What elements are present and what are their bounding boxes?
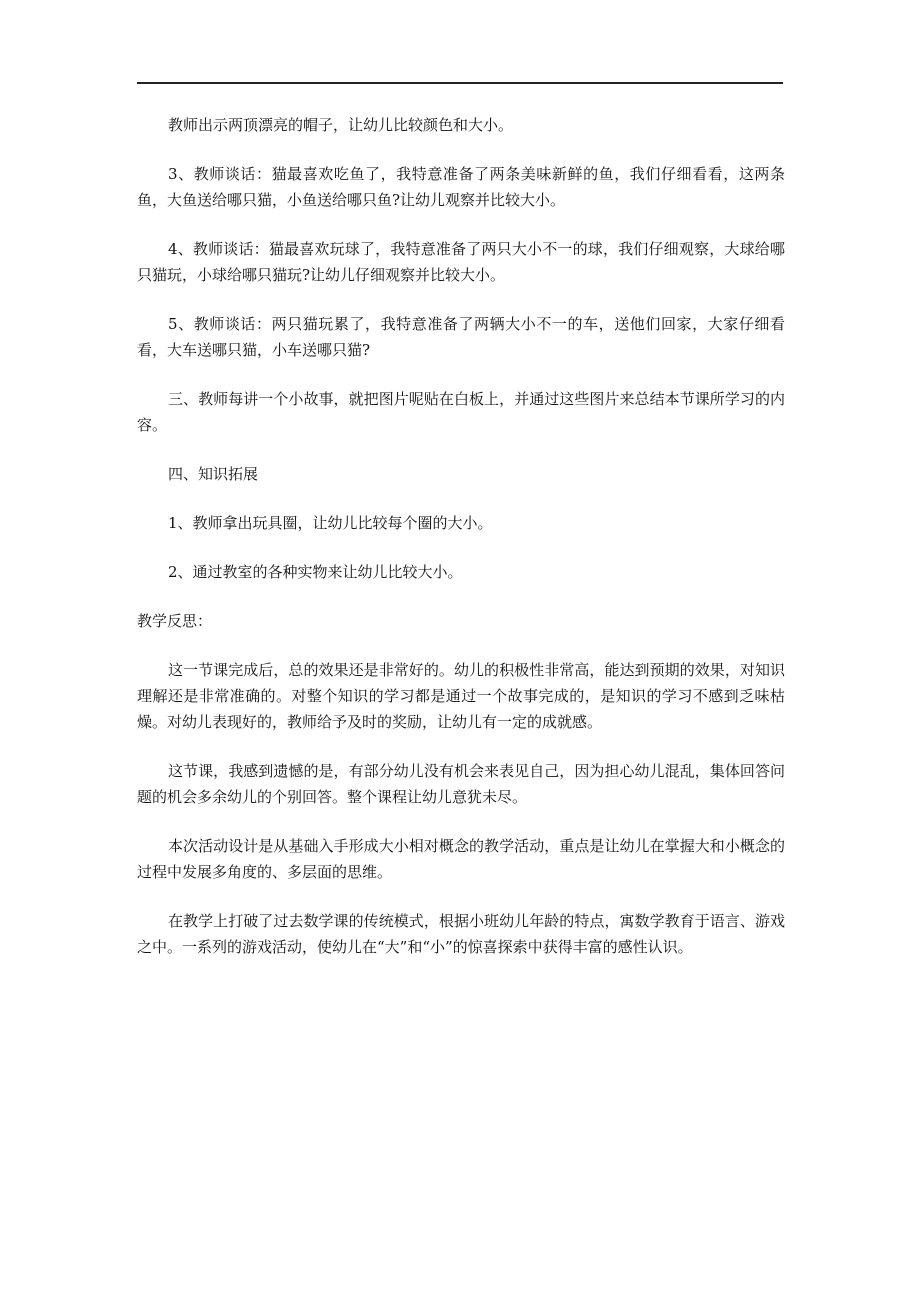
paragraph-reflection-4: 在教学上打破了过去数学课的传统模式，根据小班幼儿年龄的特点，寓数学教育于语言、游戏之中。一系列的游戏活动，使幼儿在“大”和“小”的惊喜探索中获得丰富的感性认识。 bbox=[137, 912, 785, 956]
paragraph-section-3-summary: 三、教师每讲一个小故事，就把图片呢贴在白板上，并通过这些图片来总结本节课所学习的内容。 bbox=[137, 390, 785, 434]
paragraph-step-3-fish: 3、教师谈话：猫最喜欢吃鱼了，我特意准备了两条美味新鲜的鱼，我们仔细看看，这两条鱼，大鱼送给哪只猫，小鱼送给哪只鱼?让幼儿观察并比较大小。 bbox=[137, 165, 785, 209]
heading-section-4: 四、知识拓展 bbox=[168, 465, 259, 483]
paragraph-step-5-car: 5、教师谈话：两只猫玩累了，我特意准备了两辆大小不一的车，送他们回家，大家仔细看看，大车送哪只猫，小车送哪只猫? bbox=[137, 315, 785, 359]
document-body bbox=[137, 112, 785, 960]
paragraph-reflection-1: 这一节课完成后，总的效果还是非常好的。幼儿的积极性非常高，能达到预期的效果，对知识理解还是非常准确的。对整个知识的学习都是通过一个故事完成的，是知识的学习不感到乏味枯燥。对幼儿表现好的，教师给予及时的奖励，让幼儿有一定的成就感。 bbox=[137, 661, 785, 731]
paragraph-extension-1: 1、教师拿出玩具圈，让幼儿比较每个圈的大小。 bbox=[168, 514, 493, 532]
header-rule bbox=[137, 82, 783, 84]
paragraph-step-4-ball: 4、教师谈话：猫最喜欢玩球了，我特意准备了两只大小不一的球，我们仔细观察，大球给哪只猫玩，小球给哪只猫玩?让幼儿仔细观察并比较大小。 bbox=[137, 240, 785, 284]
paragraph-extension-2: 2、通过教室的各种实物来让幼儿比较大小。 bbox=[168, 563, 463, 581]
paragraph-reflection-2: 这节课，我感到遗憾的是，有部分幼儿没有机会来表见自己，因为担心幼儿混乱，集体回答问题的机会多余幼儿的个别回答。整个课程让幼儿意犹未尽。 bbox=[137, 762, 785, 806]
paragraph-reflection-3: 本次活动设计是从基础入手形成大小相对概念的教学活动，重点是让幼儿在掌握大和小概念的过程中发展多角度的、多层面的思维。 bbox=[137, 837, 785, 881]
heading-reflection: 教学反思： bbox=[137, 612, 213, 630]
paragraph-hats: 教师出示两顶漂亮的帽子，让幼儿比较颜色和大小。 bbox=[168, 116, 514, 134]
